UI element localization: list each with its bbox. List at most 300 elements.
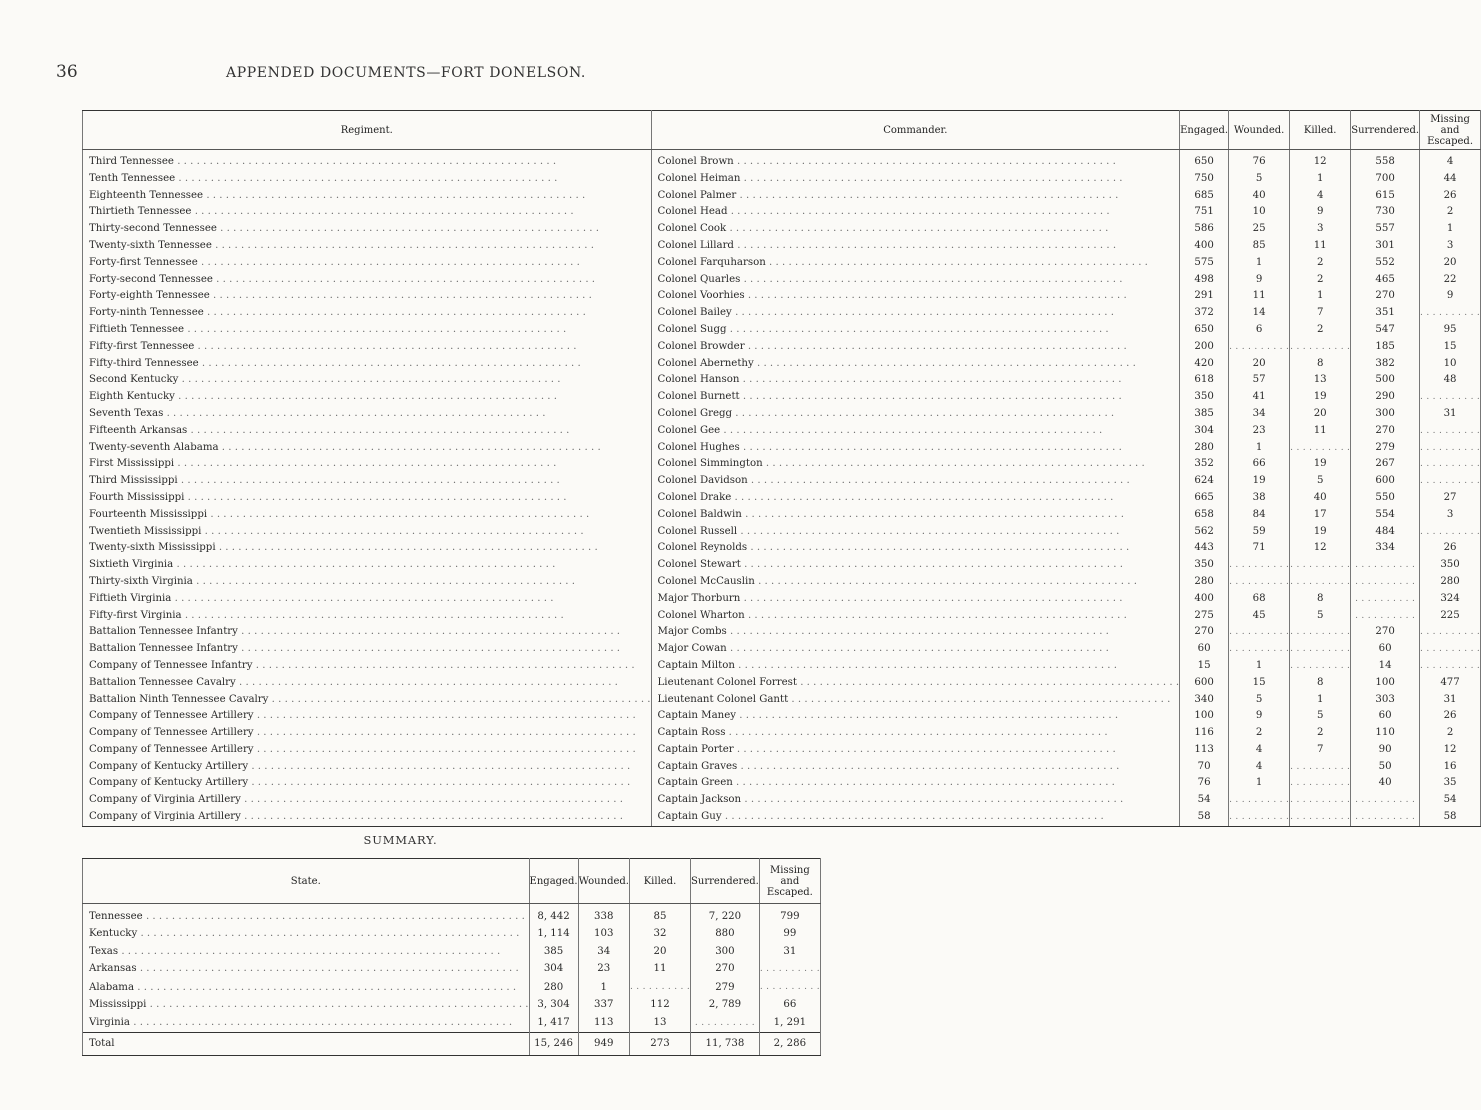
cell-engaged: 270 [1180, 624, 1229, 641]
cell-wounded: 71 [1229, 540, 1290, 557]
cell-surrendered [1351, 591, 1420, 608]
cell-wounded [1229, 574, 1290, 591]
cell-wounded: 38 [1229, 490, 1290, 507]
cell-missing: 2 [1420, 725, 1481, 742]
blank-cell-leader [1420, 660, 1480, 671]
dot-leader [727, 206, 1109, 217]
dot-leader [737, 761, 1119, 772]
cell-wounded [1229, 624, 1290, 641]
cell-state [83, 978, 530, 996]
cell-regiment [83, 809, 652, 826]
dot-leader [754, 358, 1136, 369]
cell-missing [1420, 389, 1481, 406]
cell-surrendered [1351, 809, 1420, 826]
cell-text: Colonel Quarles [657, 273, 741, 285]
summary-column-header-missing: Missing and Escaped. [759, 859, 820, 904]
cell-text: Colonel Head [657, 206, 728, 218]
blank-cell-leader [1420, 643, 1480, 654]
cell-surrendered: 60 [1351, 641, 1420, 658]
cell-commander [651, 759, 1180, 776]
dot-leader [720, 425, 1102, 436]
cell-killed: 3 [1290, 221, 1351, 238]
dot-leader [254, 744, 636, 755]
cell-regiment [83, 792, 652, 809]
blank-cell-leader [1229, 794, 1289, 805]
cell-engaged: 650 [1180, 150, 1229, 171]
cell-text: Colonel Davidson [657, 475, 748, 487]
dot-leader [763, 458, 1145, 469]
cell-commander [651, 272, 1180, 289]
cell-engaged: 586 [1180, 221, 1229, 238]
cell-regiment [83, 692, 652, 709]
summary-table-body [83, 904, 821, 1056]
cell-surrendered: 279 [1351, 440, 1420, 457]
cell-engaged: 498 [1180, 272, 1229, 289]
cell-text: Thirty-second Tennessee [89, 223, 217, 235]
cell-commander [651, 473, 1180, 490]
cell-missing: 66 [759, 996, 820, 1013]
cell-text: Fourteenth Mississippi [89, 508, 208, 520]
dot-leader [722, 811, 1104, 822]
cell-engaged: 751 [1180, 204, 1229, 221]
cell-wounded: 10 [1229, 204, 1290, 221]
blank-cell-leader [1290, 643, 1350, 654]
cell-text: Captain Maney [657, 710, 737, 722]
cell-commander [651, 150, 1180, 171]
dot-leader [241, 811, 623, 822]
cell-surrendered: 60 [1351, 708, 1420, 725]
dot-leader [143, 911, 525, 922]
cell-regiment [83, 204, 652, 221]
cell-killed [1290, 775, 1351, 792]
cell-surrendered: 11, 738 [691, 1033, 760, 1056]
blank-cell-leader [1229, 341, 1289, 352]
cell-regiment [83, 389, 652, 406]
dot-leader [725, 727, 1107, 738]
dot-leader [174, 156, 556, 167]
cell-killed: 19 [1290, 389, 1351, 406]
cell-engaged: 304 [529, 960, 578, 978]
cell-surrendered [1351, 574, 1420, 591]
cell-text: Colonel Stewart [657, 559, 741, 571]
dot-leader [745, 341, 1127, 352]
cell-regiment [83, 557, 652, 574]
dot-leader [741, 794, 1123, 805]
dot-leader [745, 290, 1127, 301]
cell-regiment [83, 641, 652, 658]
cell-missing: 44 [1420, 171, 1481, 188]
cell-regiment [83, 150, 652, 171]
blank-cell-leader [630, 981, 690, 992]
cell-text: Battalion Tennessee Infantry [89, 643, 238, 655]
cell-missing: 799 [759, 904, 820, 926]
cell-engaged: 420 [1180, 356, 1229, 373]
dot-leader [199, 358, 581, 369]
cell-wounded: 41 [1229, 389, 1290, 406]
dot-leader [203, 190, 585, 201]
cell-wounded: 57 [1229, 372, 1290, 389]
dot-leader [742, 509, 1124, 520]
dot-leader [163, 408, 545, 419]
blank-cell-leader [1420, 442, 1480, 453]
table-row [83, 221, 1481, 238]
cell-wounded: 85 [1229, 238, 1290, 255]
cell-missing: 58 [1420, 809, 1481, 826]
dot-leader [755, 576, 1137, 587]
cell-surrendered: 600 [1351, 473, 1420, 490]
cell-killed: 32 [629, 925, 690, 942]
cell-wounded: 23 [1229, 423, 1290, 440]
dot-leader [737, 526, 1119, 537]
cell-commander [651, 389, 1180, 406]
cell-missing: 26 [1420, 540, 1481, 557]
blank-cell-leader [1290, 761, 1350, 772]
cell-surrendered: 270 [1351, 624, 1420, 641]
page-header [56, 62, 756, 92]
cell-killed [1290, 574, 1351, 591]
cell-surrendered: 484 [1351, 524, 1420, 541]
blank-cell-leader [1290, 559, 1350, 570]
table-row [83, 473, 1481, 490]
dot-leader [146, 999, 528, 1010]
table-row [83, 305, 1481, 322]
cell-engaged: 562 [1180, 524, 1229, 541]
regiments-table-body [83, 150, 1481, 827]
cell-text: Total [89, 1038, 115, 1050]
cell-surrendered: 100 [1351, 675, 1420, 692]
blank-cell-leader [1355, 811, 1415, 822]
cell-regiment [83, 675, 652, 692]
dot-leader [217, 223, 599, 234]
blank-cell-leader [1355, 794, 1415, 805]
table-row [83, 557, 1481, 574]
cell-regiment [83, 540, 652, 557]
blank-cell-leader [695, 1017, 755, 1028]
dot-leader [173, 559, 555, 570]
summary-row [83, 978, 821, 996]
cell-commander [651, 608, 1180, 625]
cell-text: Colonel Heiman [657, 172, 741, 184]
cell-surrendered: 185 [1351, 339, 1420, 356]
dot-leader [187, 425, 569, 436]
dot-leader [732, 408, 1114, 419]
dot-leader [193, 576, 575, 587]
cell-commander [651, 322, 1180, 339]
table-row [83, 675, 1481, 692]
dot-leader [175, 173, 557, 184]
cell-surrendered: 40 [1351, 775, 1420, 792]
table-row [83, 792, 1481, 809]
cell-regiment [83, 759, 652, 776]
cell-text: Third Mississippi [89, 475, 178, 487]
table-row [83, 759, 1481, 776]
cell-regiment [83, 591, 652, 608]
cell-missing: 99 [759, 925, 820, 942]
dot-leader [741, 559, 1123, 570]
cell-text: Mississippi [89, 999, 147, 1011]
cell-killed: 2 [1290, 255, 1351, 272]
cell-surrendered: 880 [691, 925, 760, 942]
table-header-row [83, 111, 1481, 150]
table-row [83, 490, 1481, 507]
cell-killed: 1 [1290, 692, 1351, 709]
cell-commander [651, 221, 1180, 238]
cell-killed: 19 [1290, 524, 1351, 541]
cell-text: Fifty-first Tennessee [89, 340, 195, 352]
cell-state [83, 943, 530, 960]
dot-leader [740, 173, 1122, 184]
cell-commander [651, 557, 1180, 574]
cell-commander [651, 775, 1180, 792]
cell-text: Fifty-third Tennessee [89, 357, 199, 369]
dot-leader [731, 492, 1113, 503]
cell-wounded: 68 [1229, 591, 1290, 608]
cell-text: Battalion Tennessee Infantry [89, 626, 238, 638]
table-row [83, 624, 1481, 641]
dot-leader [184, 492, 566, 503]
cell-engaged: 400 [1180, 591, 1229, 608]
cell-missing: 350 [1420, 557, 1481, 574]
cell-surrendered: 558 [1351, 150, 1420, 171]
cell-text: Forty-eighth Tennessee [89, 290, 210, 302]
cell-surrendered: 267 [1351, 456, 1420, 473]
cell-engaged: 76 [1180, 775, 1229, 792]
cell-surrendered: 465 [1351, 272, 1420, 289]
cell-missing: 22 [1420, 272, 1481, 289]
cell-wounded: 949 [578, 1033, 629, 1056]
table-row [83, 406, 1481, 423]
cell-engaged: 291 [1180, 288, 1229, 305]
table-row [83, 708, 1481, 725]
cell-surrendered: 500 [1351, 372, 1420, 389]
cell-killed [1290, 339, 1351, 356]
blank-cell-leader [1290, 794, 1350, 805]
cell-engaged: 280 [1180, 440, 1229, 457]
table-row [83, 272, 1481, 289]
cell-wounded: 23 [578, 960, 629, 978]
column-header-killed: Killed. [1290, 111, 1351, 150]
cell-text: Company of Virginia Artillery [89, 794, 241, 806]
cell-text: Eighth Kentucky [89, 391, 175, 403]
dot-leader [212, 240, 594, 251]
cell-missing [1420, 473, 1481, 490]
cell-text: Colonel Farquharson [657, 256, 766, 268]
cell-engaged: 1, 114 [529, 925, 578, 942]
cell-engaged: 58 [1180, 809, 1229, 826]
cell-regiment [83, 272, 652, 289]
cell-surrendered: 14 [1351, 658, 1420, 675]
cell-regiment [83, 624, 652, 641]
cell-regiment [83, 524, 652, 541]
cell-engaged: 385 [529, 943, 578, 960]
cell-missing: 31 [1420, 406, 1481, 423]
cell-missing [1420, 440, 1481, 457]
cell-text: Twenty-sixth Tennessee [89, 239, 212, 251]
cell-text: Third Tennessee [89, 156, 174, 167]
cell-wounded: 1 [1229, 775, 1290, 792]
dot-leader [191, 206, 573, 217]
cell-wounded: 4 [1229, 759, 1290, 776]
dot-leader [736, 190, 1118, 201]
cell-text: Captain Milton [657, 659, 735, 671]
cell-wounded: 337 [578, 996, 629, 1013]
dot-leader [726, 223, 1108, 234]
dot-leader [248, 761, 630, 772]
table-row [83, 339, 1481, 356]
cell-wounded: 84 [1229, 507, 1290, 524]
cell-text: Lieutenant Colonel Forrest [657, 676, 797, 688]
cell-wounded: 19 [1229, 473, 1290, 490]
table-row [83, 456, 1481, 473]
cell-text: Lieutenant Colonel Gantt [657, 693, 789, 705]
blank-cell-leader [1420, 458, 1480, 469]
blank-cell-leader [1420, 425, 1480, 436]
cell-surrendered: 303 [1351, 692, 1420, 709]
cell-engaged: 340 [1180, 692, 1229, 709]
table-row [83, 524, 1481, 541]
summary-total-row [83, 1033, 821, 1056]
cell-text: Colonel Lillard [657, 239, 734, 251]
cell-commander [651, 423, 1180, 440]
cell-engaged: 280 [1180, 574, 1229, 591]
cell-text: Texas [89, 945, 119, 957]
cell-killed: 85 [629, 904, 690, 926]
cell-text: Forty-first Tennessee [89, 256, 198, 268]
cell-regiment [83, 490, 652, 507]
cell-missing [759, 960, 820, 978]
cell-commander [651, 792, 1180, 809]
cell-commander [651, 692, 1180, 709]
dot-leader [734, 240, 1116, 251]
table-row [83, 423, 1481, 440]
dot-leader [137, 963, 519, 974]
cell-regiment [83, 440, 652, 457]
cell-commander [651, 708, 1180, 725]
cell-missing [759, 978, 820, 996]
cell-text: Company of Kentucky Artillery [89, 760, 249, 772]
table-row [83, 809, 1481, 826]
cell-missing: 31 [1420, 692, 1481, 709]
cell-engaged: 200 [1180, 339, 1229, 356]
cell-killed [1290, 792, 1351, 809]
table-row [83, 288, 1481, 305]
cell-engaged: 116 [1180, 725, 1229, 742]
cell-surrendered: 334 [1351, 540, 1420, 557]
summary-row [83, 904, 821, 926]
cell-wounded [1229, 339, 1290, 356]
cell-surrendered: 7, 220 [691, 904, 760, 926]
cell-missing: 2, 286 [759, 1033, 820, 1056]
cell-commander [651, 725, 1180, 742]
column-header-regiment: Regiment. [83, 111, 652, 150]
blank-cell-leader [1355, 593, 1415, 604]
cell-regiment [83, 507, 652, 524]
cell-surrendered [1351, 608, 1420, 625]
dot-leader [238, 643, 620, 654]
blank-cell-leader [1290, 442, 1350, 453]
cell-text: Colonel Burnett [657, 391, 740, 403]
cell-text: Forty-second Tennessee [89, 273, 213, 285]
cell-missing: 225 [1420, 608, 1481, 625]
table-row [83, 608, 1481, 625]
cell-regiment [83, 322, 652, 339]
cell-engaged: 304 [1180, 423, 1229, 440]
cell-killed: 2 [1290, 725, 1351, 742]
cell-regiment [83, 406, 652, 423]
dot-leader [171, 593, 553, 604]
dot-leader [194, 341, 576, 352]
cell-surrendered: 552 [1351, 255, 1420, 272]
cell-text: Twenty-sixth Mississippi [89, 542, 216, 554]
cell-regiment [83, 356, 652, 373]
cell-engaged: 70 [1180, 759, 1229, 776]
cell-killed: 5 [1290, 608, 1351, 625]
table-row [83, 255, 1481, 272]
cell-text: Captain Green [657, 777, 733, 789]
cell-text: Colonel Drake [657, 491, 732, 503]
cell-surrendered: 557 [1351, 221, 1420, 238]
summary-heading: SUMMARY. [363, 833, 438, 847]
dot-leader [727, 643, 1109, 654]
cell-killed: 7 [1290, 305, 1351, 322]
cell-missing: 10 [1420, 356, 1481, 373]
cell-text: Thirtieth Tennessee [89, 206, 192, 218]
cell-missing: 95 [1420, 322, 1481, 339]
cell-regiment [83, 742, 652, 759]
cell-text: Company of Tennessee Artillery [89, 727, 254, 739]
cell-missing: 2 [1420, 204, 1481, 221]
cell-regiment [83, 372, 652, 389]
cell-engaged: 275 [1180, 608, 1229, 625]
cell-text: Fiftieth Virginia [89, 592, 172, 604]
cell-text: Company of Virginia Artillery [89, 811, 241, 823]
cell-regiment [83, 574, 652, 591]
dot-leader [733, 777, 1115, 788]
cell-killed: 13 [1290, 372, 1351, 389]
cell-commander [651, 809, 1180, 826]
cell-killed: 8 [1290, 591, 1351, 608]
table-row [83, 356, 1481, 373]
dot-leader [241, 794, 623, 805]
cell-text: Colonel Abernethy [657, 357, 754, 369]
cell-regiment [83, 658, 652, 675]
cell-text: Eighteenth Tennessee [89, 189, 204, 201]
page-number: 36 [56, 62, 78, 82]
cell-missing: 26 [1420, 708, 1481, 725]
blank-cell-leader [1420, 626, 1480, 637]
cell-text: Fourth Mississippi [89, 491, 185, 503]
cell-wounded: 9 [1229, 272, 1290, 289]
table-row [83, 591, 1481, 608]
cell-commander [651, 440, 1180, 457]
cell-commander [651, 188, 1180, 205]
cell-wounded: 9 [1229, 708, 1290, 725]
cell-killed: 11 [1290, 423, 1351, 440]
blank-cell-leader [1290, 341, 1350, 352]
dot-leader [178, 475, 560, 486]
blank-cell-leader [1290, 626, 1350, 637]
cell-engaged: 15, 246 [529, 1033, 578, 1056]
blank-cell-leader [1229, 626, 1289, 637]
cell-wounded: 76 [1229, 150, 1290, 171]
cell-surrendered: 270 [1351, 288, 1420, 305]
summary-row [83, 960, 821, 978]
table-row [83, 540, 1481, 557]
cell-surrendered: 615 [1351, 188, 1420, 205]
cell-wounded [1229, 809, 1290, 826]
cell-regiment [83, 288, 652, 305]
blank-cell-leader [1229, 559, 1289, 570]
